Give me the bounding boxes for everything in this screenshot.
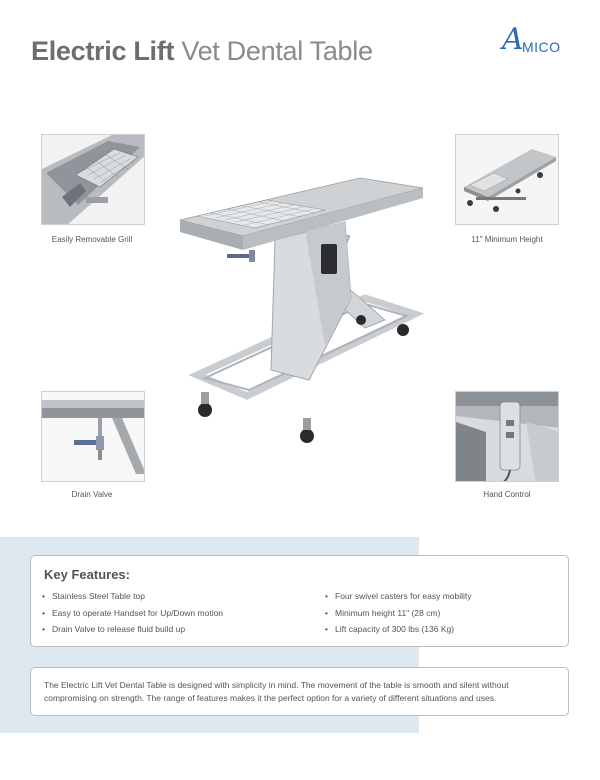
amico-logo: [502, 22, 576, 62]
feature-item: • Minimum height 11" (28 cm): [325, 607, 441, 618]
bullet-icon: •: [42, 607, 45, 618]
bullet-icon: •: [325, 624, 328, 634]
features-right-list: [325, 591, 472, 641]
feature-item: • Four swivel casters for easy mobility: [325, 591, 472, 601]
logo-letter: A: [502, 22, 524, 57]
feature-item: • Easy to operate Handset for Up/Down motion: [42, 607, 224, 618]
caption-hand-control: Hand Control: [483, 490, 531, 499]
key-features-box: [30, 555, 569, 647]
removable-grill-photo: [41, 134, 145, 225]
caption-drain-valve: Drain Valve: [71, 490, 113, 499]
feature-item: • Lift capacity of 300 lbs (136 Kg): [325, 624, 455, 634]
hand-control-photo: [455, 391, 559, 482]
bullet-icon: •: [42, 624, 45, 634]
feature-item: • Stainless Steel Table top: [42, 591, 145, 601]
title-light: Vet Dental Table: [181, 36, 373, 66]
description-box: [30, 667, 569, 716]
caption-removable-grill: Easily Removable Grill: [51, 235, 133, 244]
caption-minimum-height: 11" Minimum Height: [471, 235, 543, 244]
bullet-icon: •: [42, 591, 45, 601]
bullet-icon: •: [325, 607, 328, 618]
vet-dental-table-photo: [175, 170, 430, 452]
feature-item: • Drain Valve to release fluid build up: [42, 624, 186, 634]
page-title: [31, 36, 373, 67]
drain-valve-photo: [41, 391, 145, 482]
description-text: The Electric Lift Vet Dental Table is designed with simplicity in mind. The movement of the table is smooth and silent without compromising on strength. The range of features makes it the perfect option for a variety of different situations and uses.: [44, 680, 509, 703]
title-bold: Electric Lift: [31, 36, 175, 66]
logo-text: MICO: [522, 39, 561, 55]
key-features-title: Key Features:: [44, 567, 130, 582]
bullet-icon: •: [325, 591, 328, 601]
minimum-height-photo: [455, 134, 559, 225]
features-left-list: [42, 591, 223, 641]
